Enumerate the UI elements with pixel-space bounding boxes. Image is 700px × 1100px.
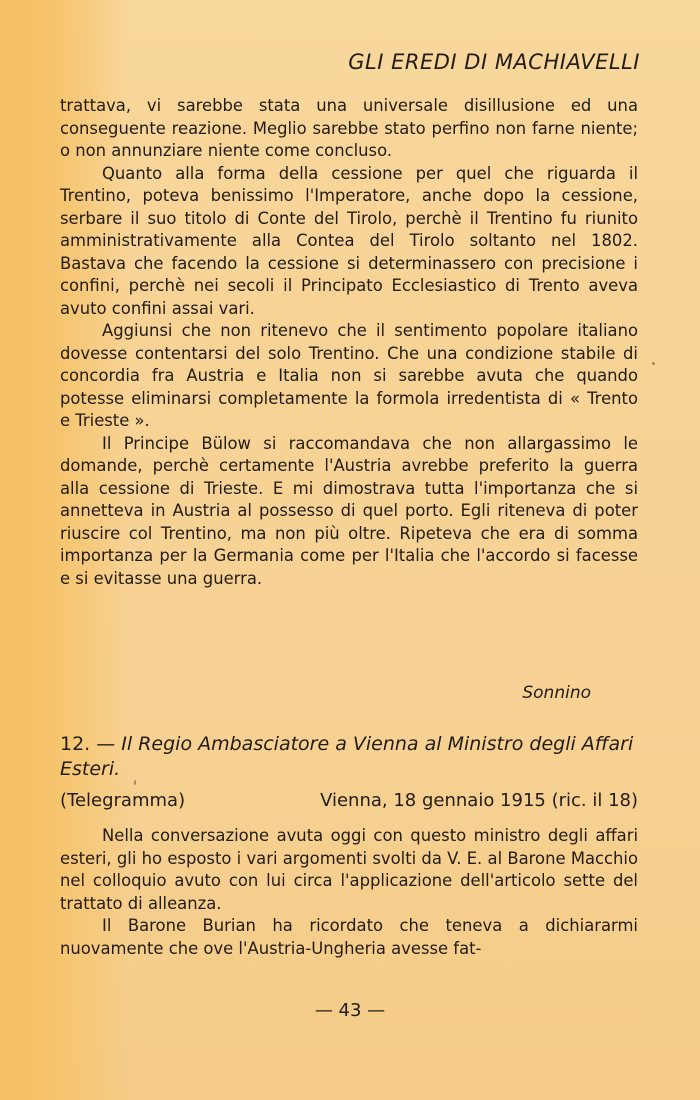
body-text-upper [60,95,638,590]
running-head: GLI EREDI DI MACHIAVELLI [348,50,640,74]
paper-speck [652,362,655,365]
paragraph: trattava, vi sarebbe stata una universale disillusione ed una conseguente reazione. Meglio sarebbe stato perfino non farne niente; o non annunziare niente come concluso. [60,96,638,160]
paragraph: Il Principe Bülow si raccomandava che non allargassimo le domande, perchè certamente l'Austria avrebbe preferito la guerra alla cessione di Trieste. E mi dimostrava tutta l'importanza che si annetteva in Austria al possesso di quel porto. Egli riteneva di poter riuscire col Trentino, ma non più oltre. Ripeteva che era di somma importanza per la Germania come per l'Italia che l'accordo si facesse e si evitasse una guerra. [60,433,638,588]
dateline [60,790,638,811]
dateline-place-date: Vienna, 18 gennaio 1915 (ric. il 18) [320,790,638,811]
body-text-lower [60,825,638,960]
paragraph: Nella conversazione avuta oggi con questo ministro degli affari esteri, gli ho esposto i vari argomenti svolti da V. E. al Barone Macchio nel colloquio avuto con lui circa l'applicazione dell'articolo sette del trattato di alleanza. [60,826,638,913]
document-number: 12. — [60,733,122,755]
paragraph: Il Barone Burian ha ricordato che teneva a dichiararmi nuovamente che ove l'Austria-Ungheria avesse fat- [60,916,638,958]
page-number: — 43 — [314,1000,386,1021]
dateline-type: (Telegramma) [60,790,186,811]
paper-speck [134,780,136,785]
paragraph: Quanto alla forma della cessione per quel che riguarda il Trentino, poteva benissimo l'Imperatore, anche dopo la cessione, serbare il suo titolo di Conte del Tirolo, perchè il Trentino fu riunito amministrativamente alla Contea del Tirolo soltanto nel 1802. Bastava che facendo la cessione si determinassero con precisione i confini, perchè nei secoli il Principato Ecclesiastico di Trento aveva avuto confini assai vari. [60,163,638,318]
document-heading [60,732,638,782]
paragraph: Aggiunsi che non ritenevo che il sentimento popolare italiano dovesse contentarsi del solo Trentino. Che una condizione stabile di concordia fra Austria e Italia non si sarebbe avuta che quando potesse eliminarsi completamente la formola irredentista di « Trento e Trieste ». [60,321,638,430]
document-title: Il Regio Ambasciatore a Vienna al Ministro degli Affari Esteri. [60,733,634,780]
signature: Sonnino [522,683,591,703]
